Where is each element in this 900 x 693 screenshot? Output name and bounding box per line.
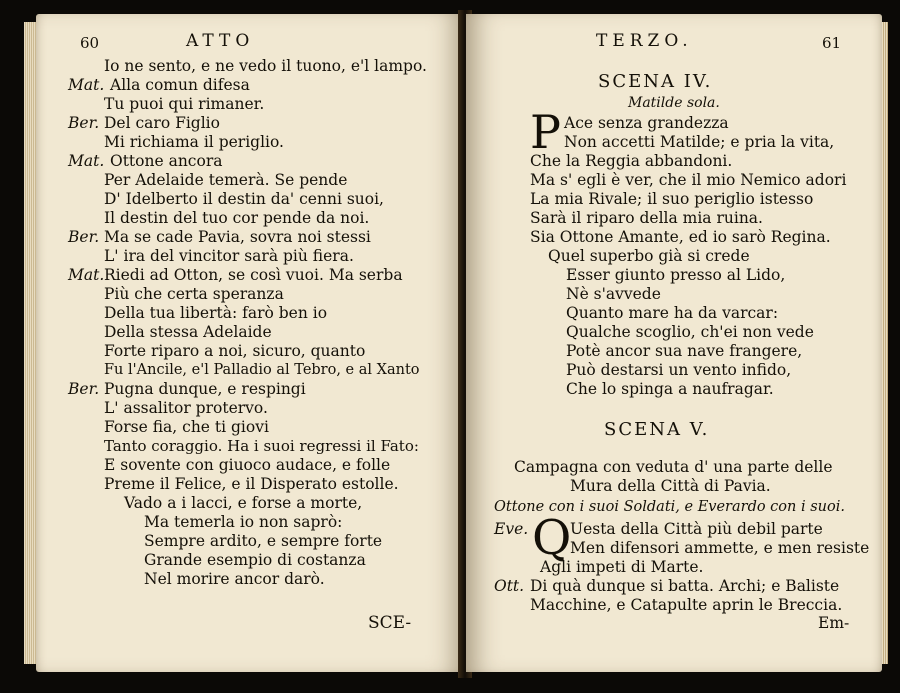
- verse-line: Sia Ottone Amante, ed io sarò Regina.: [530, 228, 831, 246]
- speaker: Ber.: [68, 380, 100, 398]
- character-list: Ottone con i suoi Soldati, e Everardo con i suoi.: [494, 499, 845, 515]
- verse-line: Ma temerla io non saprò:: [144, 513, 343, 531]
- verse-line: Quel superbo già si crede: [548, 247, 750, 265]
- speaker: Ott.: [494, 577, 525, 595]
- verse-line: Io ne sento, e ne vedo il tuono, e'l lampo.: [104, 57, 427, 75]
- verse-line: Sempre ardito, e sempre forte: [144, 532, 383, 550]
- verse-line: Uesta della Città più debil parte: [570, 520, 823, 538]
- verse-line: Della stessa Adelaide: [104, 323, 272, 341]
- verse-line: Grande esempio di costanza: [144, 551, 366, 569]
- scene-title: SCENA V.: [604, 419, 710, 440]
- verse-line: Ma s' egli è ver, che il mio Nemico adori: [530, 171, 847, 189]
- verse-line: Pugna dunque, e respingi: [104, 380, 306, 398]
- verse-line: Qualche scoglio, ch'ei non vede: [566, 323, 814, 341]
- verse-line: E sovente con giuoco audace, e folle: [104, 456, 391, 474]
- verse-line: Tu puoi qui rimaner.: [104, 95, 265, 113]
- speaker: Ber.: [68, 228, 100, 246]
- page-number: 61: [822, 34, 842, 52]
- verse-line: Riedi ad Otton, se così vuoi. Ma serba: [104, 266, 403, 284]
- verse-line: Vado a i lacci, e forse a morte,: [124, 494, 363, 512]
- running-header: TERZO.: [596, 31, 693, 51]
- verse-line: D' Idelberto il destin da' cenni suoi,: [104, 190, 384, 208]
- verse-line: La mia Rivale; il suo periglio istesso: [530, 190, 814, 208]
- verse-line: L' ira del vincitor sarà più fiera.: [104, 247, 354, 265]
- verse-line: Potè ancor sua nave frangere,: [566, 342, 803, 360]
- left-page: [36, 14, 464, 672]
- verse-line: Di quà dunque si batta. Archi; e Baliste: [530, 577, 840, 595]
- drop-cap: P: [530, 105, 561, 159]
- verse-line: Sarà il riparo della mia ruina.: [530, 209, 763, 227]
- speaker: Mat.: [68, 76, 105, 94]
- verse-line: Fu l'Ancile, e'l Palladio al Tebro, e al Xanto: [104, 362, 420, 378]
- verse-line: Forse fia, che ti giovi: [104, 418, 269, 436]
- verse-line: Della tua libertà: farò ben io: [104, 304, 328, 322]
- verse-line: L' assalitor protervo.: [104, 399, 268, 417]
- scene-subtitle: Matilde sola.: [628, 95, 720, 111]
- verse-line: Alla comun difesa: [110, 76, 250, 94]
- verse-line: Mi richiama il periglio.: [104, 133, 284, 151]
- speaker: Mat.: [68, 152, 105, 170]
- verse-line: Ottone ancora: [110, 152, 223, 170]
- verse-line: Può destarsi un vento infido,: [566, 361, 792, 379]
- verse-line: Esser giunto presso al Lido,: [566, 266, 786, 284]
- speaker: Ber.: [68, 114, 100, 132]
- scene-title: SCENA IV.: [598, 71, 713, 92]
- verse-line: Quanto mare ha da varcar:: [566, 304, 779, 322]
- verse-line: Macchine, e Catapulte aprin le Breccia.: [530, 596, 843, 614]
- verse-line: Preme il Felice, e il Disperato estolle.: [104, 475, 399, 493]
- verse-line: Nel morire ancor darò.: [144, 570, 325, 588]
- verse-line: Ma se cade Pavia, sovra noi stessi: [104, 228, 371, 246]
- catchword: Em-: [818, 614, 850, 632]
- verse-line: Il destin del tuo cor pende da noi.: [104, 209, 370, 227]
- verse-line: Forte riparo a noi, sicuro, quanto: [104, 342, 366, 360]
- verse-line: Non accetti Matilde; e pria la vita,: [564, 133, 835, 151]
- scene-setting: Mura della Città di Pavia.: [570, 477, 771, 495]
- scene-setting: Campagna con veduta d' una parte delle: [514, 458, 833, 476]
- page-number: 60: [80, 34, 100, 52]
- drop-cap: Q: [532, 510, 572, 566]
- verse-line: Ace senza grandezza: [564, 114, 729, 132]
- running-header: ATTO: [186, 31, 255, 51]
- verse-line: Che la Reggia abbandoni.: [530, 152, 733, 170]
- verse-line: Che lo spinga a naufragar.: [566, 380, 774, 398]
- speaker: Mat.: [68, 266, 105, 284]
- verse-line: Tanto coraggio. Ha i suoi regressi il Fato:: [104, 437, 419, 455]
- right-page: [466, 14, 882, 672]
- catchword: SCE-: [368, 613, 412, 633]
- speaker: Eve.: [494, 520, 529, 538]
- verse-line: Agli impeti di Marte.: [540, 558, 704, 576]
- verse-line: Men difensori ammette, e men resiste: [570, 539, 870, 557]
- verse-line: Più che certa speranza: [104, 285, 284, 303]
- verse-line: Per Adelaide temerà. Se pende: [104, 171, 348, 189]
- verse-line: Del caro Figlio: [104, 114, 220, 132]
- verse-line: Nè s'avvede: [566, 285, 661, 303]
